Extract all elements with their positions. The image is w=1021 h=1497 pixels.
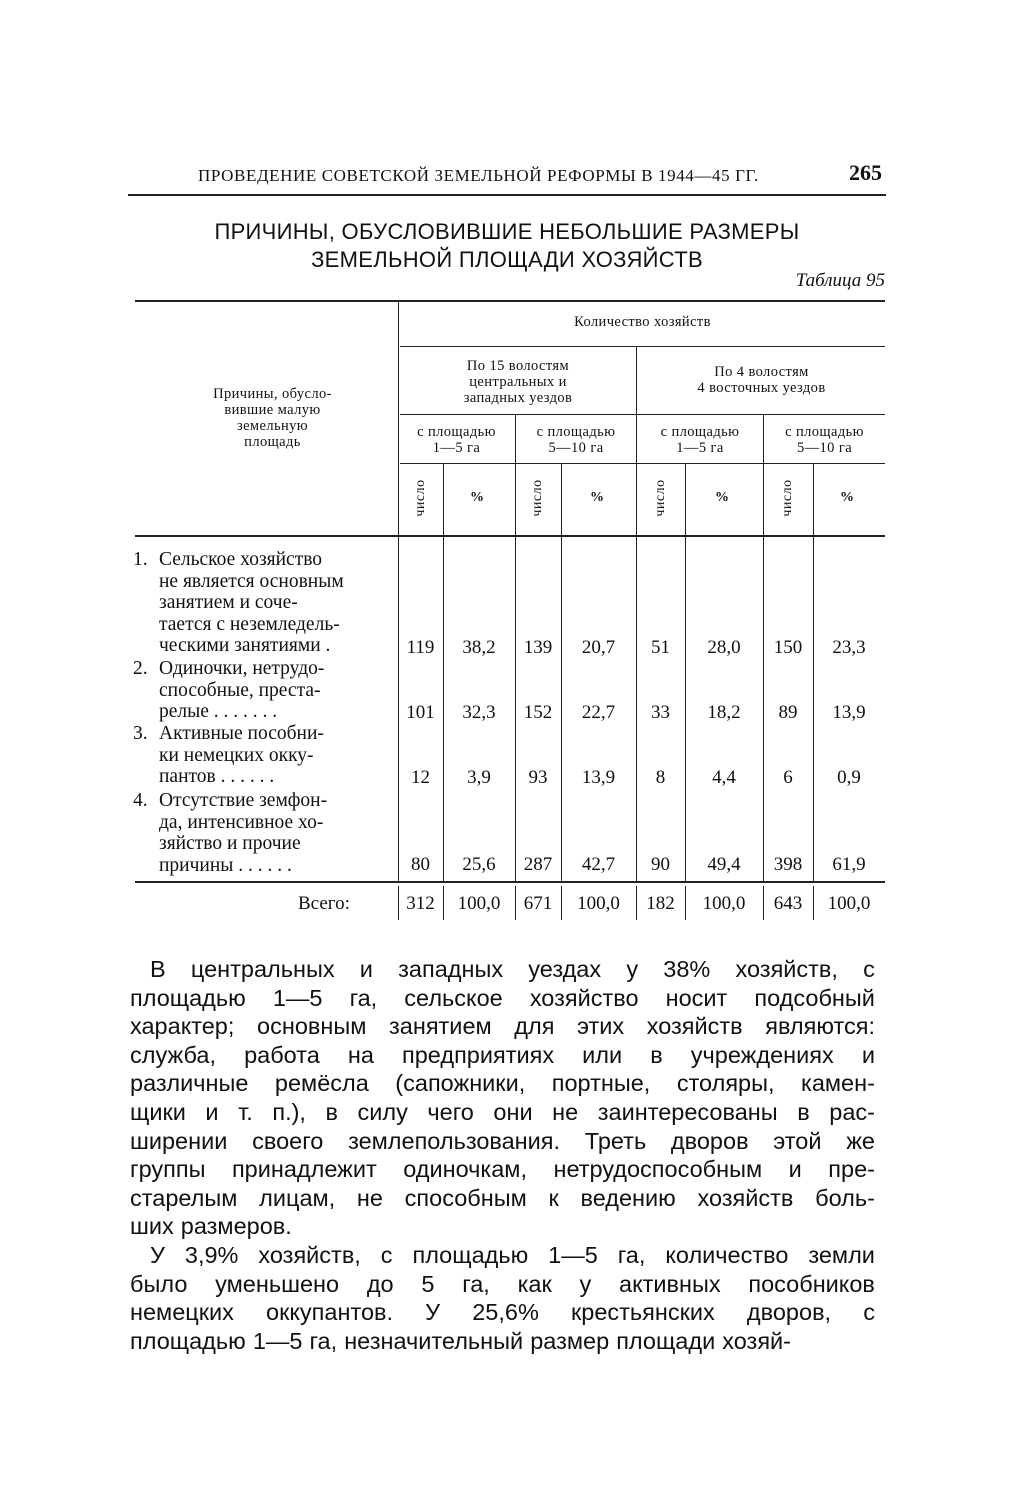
word: га,	[309, 1327, 338, 1354]
header-rule	[400, 414, 885, 415]
word: работа	[244, 1041, 320, 1068]
paragraph-line	[130, 1098, 875, 1127]
table-cell: 12	[411, 767, 430, 788]
word: т.	[238, 1098, 253, 1125]
word: ширении	[130, 1127, 228, 1154]
page-number: 265	[849, 160, 882, 185]
header-divider	[813, 463, 814, 535]
table-cell: 90	[651, 854, 670, 875]
word: У	[425, 1299, 441, 1326]
col-header-percent: %	[840, 490, 854, 505]
word: га,	[462, 1270, 490, 1297]
table-cell: 32,3	[462, 702, 496, 723]
group-header-central-western: По 15 волостям центральных и западных уездов	[463, 358, 573, 406]
word: земли	[808, 1242, 875, 1268]
paragraph-line	[130, 1127, 875, 1156]
word: размеров.	[180, 1213, 292, 1240]
word: 5	[421, 1270, 435, 1297]
table-cell: 152	[523, 702, 553, 723]
header-bottom-rule	[135, 535, 885, 537]
word: или	[582, 1041, 623, 1068]
word: пре-	[828, 1156, 875, 1183]
subheader-5-10: с площадью 5—10 га	[536, 424, 616, 456]
total-cell: 100,0	[702, 893, 746, 914]
total-cell: 671	[523, 893, 553, 914]
word: дворов,	[746, 1299, 832, 1326]
header-rule	[400, 346, 885, 347]
word: старелым	[130, 1184, 238, 1211]
reason-row-1: 1. Сельское хозяйство не является основным занятием и соче- тается с неземледель- ческими занятиями .	[133, 549, 344, 656]
total-cell: 100,0	[457, 893, 501, 914]
word: ремёсла	[274, 1070, 369, 1097]
word: ведению	[580, 1184, 676, 1211]
word: принадлежит	[231, 1156, 377, 1183]
table-cell: 13,9	[832, 702, 866, 723]
total-cell: 643	[773, 893, 803, 914]
word: ших	[130, 1213, 174, 1240]
word: 38%	[663, 956, 711, 982]
subheader-5-10: с площадью 5—10 га	[785, 424, 864, 456]
word: 25,6%	[472, 1299, 539, 1326]
word: способным	[404, 1184, 527, 1211]
body-paragraph-2	[130, 1241, 875, 1355]
subheader-1-5: с площадью 1—5 га	[417, 424, 496, 456]
subheader-1-5: с площадью 1—5 га	[660, 424, 740, 456]
word: В	[150, 956, 166, 982]
word: 1—5	[252, 1327, 303, 1354]
group-header-eastern: По 4 волостям 4 восточных уездов	[697, 364, 826, 396]
table-top-rule	[135, 300, 885, 302]
paragraph-line	[130, 955, 875, 984]
reason-row-2: 2. Одиночки, нетрудо- способные, преста- релые . . . . . . .	[133, 658, 325, 722]
word: для	[514, 1013, 555, 1040]
table-cell: 25,6	[462, 854, 496, 875]
table-cell: 139	[523, 637, 553, 658]
word: немецких	[130, 1299, 234, 1326]
word: различные	[130, 1070, 249, 1097]
word: (сапожники,	[395, 1070, 526, 1097]
word: хозяйств	[697, 1184, 794, 1211]
word: не	[356, 1184, 383, 1211]
paragraph-line	[130, 1212, 875, 1241]
word: одиночкам,	[403, 1156, 527, 1183]
paragraph-line	[130, 984, 875, 1013]
table-cell: 150	[773, 637, 803, 658]
word: хозяйство	[529, 984, 639, 1011]
total-cell: 100,0	[827, 893, 871, 914]
word: на	[347, 1041, 374, 1068]
word: же	[846, 1127, 875, 1154]
header-divider	[685, 463, 686, 535]
table-cell: 51	[651, 637, 670, 658]
word: 1—5	[548, 1242, 598, 1268]
word: до	[366, 1270, 394, 1297]
word: характер;	[130, 1013, 235, 1040]
col-header-count: число	[780, 479, 795, 517]
col-header-count: число	[530, 479, 545, 517]
table-cell: 18,2	[707, 702, 741, 723]
table-cell: 23,3	[832, 637, 866, 658]
header-divider	[561, 463, 562, 535]
word: столяры,	[676, 1070, 775, 1097]
word: этих	[577, 1013, 625, 1040]
header-divider	[398, 302, 399, 535]
paragraph-line	[130, 1298, 875, 1327]
word: у	[626, 956, 639, 982]
word: было	[130, 1270, 188, 1297]
table-cell: 93	[528, 767, 548, 788]
word: силу	[357, 1098, 408, 1125]
total-cell: 182	[646, 893, 675, 914]
word: с	[863, 956, 875, 982]
word: в	[650, 1041, 663, 1068]
table-cell: 6	[783, 767, 793, 788]
table-cell: 119	[406, 637, 435, 658]
table-title-line: ПРИЧИНЫ, ОБУСЛОВИВШИЕ НЕБОЛЬШИЕ РАЗМЕРЫ	[214, 219, 800, 244]
running-title: ПРОВЕДЕНИЕ СОВЕТСКОЙ ЗЕМЕЛЬНОЙ РЕФОРМЫ В 1944—45 ГГ.	[198, 166, 759, 185]
word: и	[788, 1156, 802, 1183]
word: западных	[398, 956, 504, 982]
paragraph-line	[130, 1184, 875, 1213]
table-cell: 80	[411, 854, 430, 875]
word: портные,	[551, 1070, 651, 1097]
word: хозяйств,	[735, 956, 838, 982]
paragraph-line	[130, 1069, 875, 1098]
word: своего	[252, 1127, 324, 1154]
table-cell: 4,4	[712, 767, 736, 788]
word: как	[517, 1270, 552, 1297]
paragraph-line	[130, 1041, 875, 1070]
paragraph-line	[130, 1270, 875, 1299]
word: этой	[773, 1127, 822, 1154]
total-label: Всего:	[298, 893, 350, 914]
word: в	[325, 1098, 338, 1125]
table-cell: 28,0	[707, 637, 741, 658]
word: они	[493, 1098, 533, 1125]
word: камен-	[801, 1070, 875, 1097]
word: 3,9%	[184, 1242, 239, 1268]
word: крестьянских	[571, 1299, 715, 1326]
word: площади	[616, 1327, 716, 1354]
word: дворов	[670, 1127, 749, 1154]
word: хозяйств,	[258, 1242, 361, 1268]
word: боль-	[815, 1184, 875, 1211]
total-cell: 100,0	[577, 893, 620, 914]
word: нетрудоспособным	[553, 1156, 763, 1183]
word: у	[579, 1270, 592, 1297]
table-cell: 101	[406, 702, 435, 723]
word: служба,	[130, 1041, 216, 1068]
table-cell: 33	[651, 702, 670, 723]
reason-row-3: 3. Активные пособни- ки немецких окку- пантов . . . . . .	[133, 723, 324, 787]
word: чего	[427, 1098, 474, 1125]
word: Треть	[584, 1127, 647, 1154]
word: оккупантов.	[266, 1299, 394, 1326]
paragraph-line	[130, 1241, 875, 1270]
word: хозяйств	[646, 1013, 743, 1040]
table-cell: 398	[773, 854, 803, 875]
word: с	[380, 1242, 393, 1268]
word: и	[205, 1098, 219, 1125]
word: размер	[530, 1327, 610, 1354]
word: группы	[130, 1156, 206, 1183]
word: п.),	[272, 1098, 306, 1125]
table-number: Таблица 95	[795, 270, 885, 291]
word: с	[863, 1299, 875, 1326]
table-cell: 0,9	[837, 767, 861, 788]
table-cell: 287	[523, 854, 553, 875]
word: уездах	[528, 956, 602, 982]
word: и	[359, 956, 373, 982]
col-header-percent: %	[715, 490, 729, 505]
word: 1—5	[272, 984, 323, 1011]
col-header-percent: %	[470, 490, 484, 505]
top-header: Количество хозяйств	[574, 314, 711, 330]
word: предприятиях	[402, 1041, 555, 1068]
paragraph-line	[130, 1327, 875, 1356]
word: щики	[130, 1098, 186, 1125]
table-cell: 89	[778, 702, 798, 723]
col-header-percent: %	[590, 490, 604, 505]
word: активных	[619, 1270, 721, 1297]
word: не	[552, 1098, 579, 1125]
word: пособников	[748, 1270, 875, 1297]
table-cell: 13,9	[581, 767, 616, 788]
table-cell: 8	[655, 767, 666, 788]
word: подсобный	[754, 984, 875, 1011]
reason-row-4: 4. Отсутствие земфон- да, интенсивное хо- зяйство и прочие причины . . . . . .	[133, 790, 328, 876]
word: центральных	[190, 956, 335, 982]
word: уменьшено	[215, 1270, 340, 1297]
word: занятием	[389, 1013, 492, 1040]
word: га,	[617, 1242, 646, 1268]
word: являются:	[765, 1013, 875, 1040]
word: заинтересованы	[597, 1098, 778, 1125]
table-cell: 22,7	[581, 702, 616, 723]
word: учреждениях	[690, 1041, 834, 1068]
paragraph-line	[130, 1012, 875, 1041]
word: га,	[349, 984, 378, 1011]
word: количество	[665, 1242, 789, 1268]
col-header-count: число	[413, 479, 428, 517]
word: площадью	[412, 1242, 529, 1268]
table-cell: 61,9	[832, 854, 866, 875]
table-cell: 38,2	[462, 637, 496, 658]
table-cell: 49,4	[707, 854, 741, 875]
paragraph-line	[130, 1155, 875, 1184]
word: У	[150, 1242, 165, 1268]
col-header-count: число	[653, 479, 668, 517]
header-divider	[443, 463, 444, 535]
word: и	[861, 1041, 875, 1068]
word: площадью	[130, 984, 246, 1011]
table-cell: 3,9	[467, 767, 491, 788]
body-paragraph-1	[130, 955, 875, 1241]
word: незначительный	[344, 1327, 524, 1354]
table-title-line: ЗЕМЕЛЬНОЙ ПЛОЩАДИ ХОЗЯЙСТВ	[311, 247, 703, 272]
word: основным	[257, 1013, 367, 1040]
word: к	[548, 1184, 559, 1211]
word: хозяй-	[722, 1327, 792, 1354]
total-cell: 312	[406, 893, 435, 914]
word: носит	[665, 984, 728, 1011]
word: в	[797, 1098, 810, 1125]
word: землепользования.	[348, 1127, 561, 1154]
word: лицам,	[259, 1184, 336, 1211]
word: рас-	[829, 1098, 875, 1125]
table-cell: 20,7	[581, 637, 616, 658]
word: сельское	[404, 984, 503, 1011]
stub-header: Причины, обусло- вившие малую земельную площадь	[213, 386, 332, 450]
total-rule	[135, 881, 885, 883]
word: площадью	[130, 1327, 246, 1354]
table-cell: 42,7	[581, 854, 616, 875]
